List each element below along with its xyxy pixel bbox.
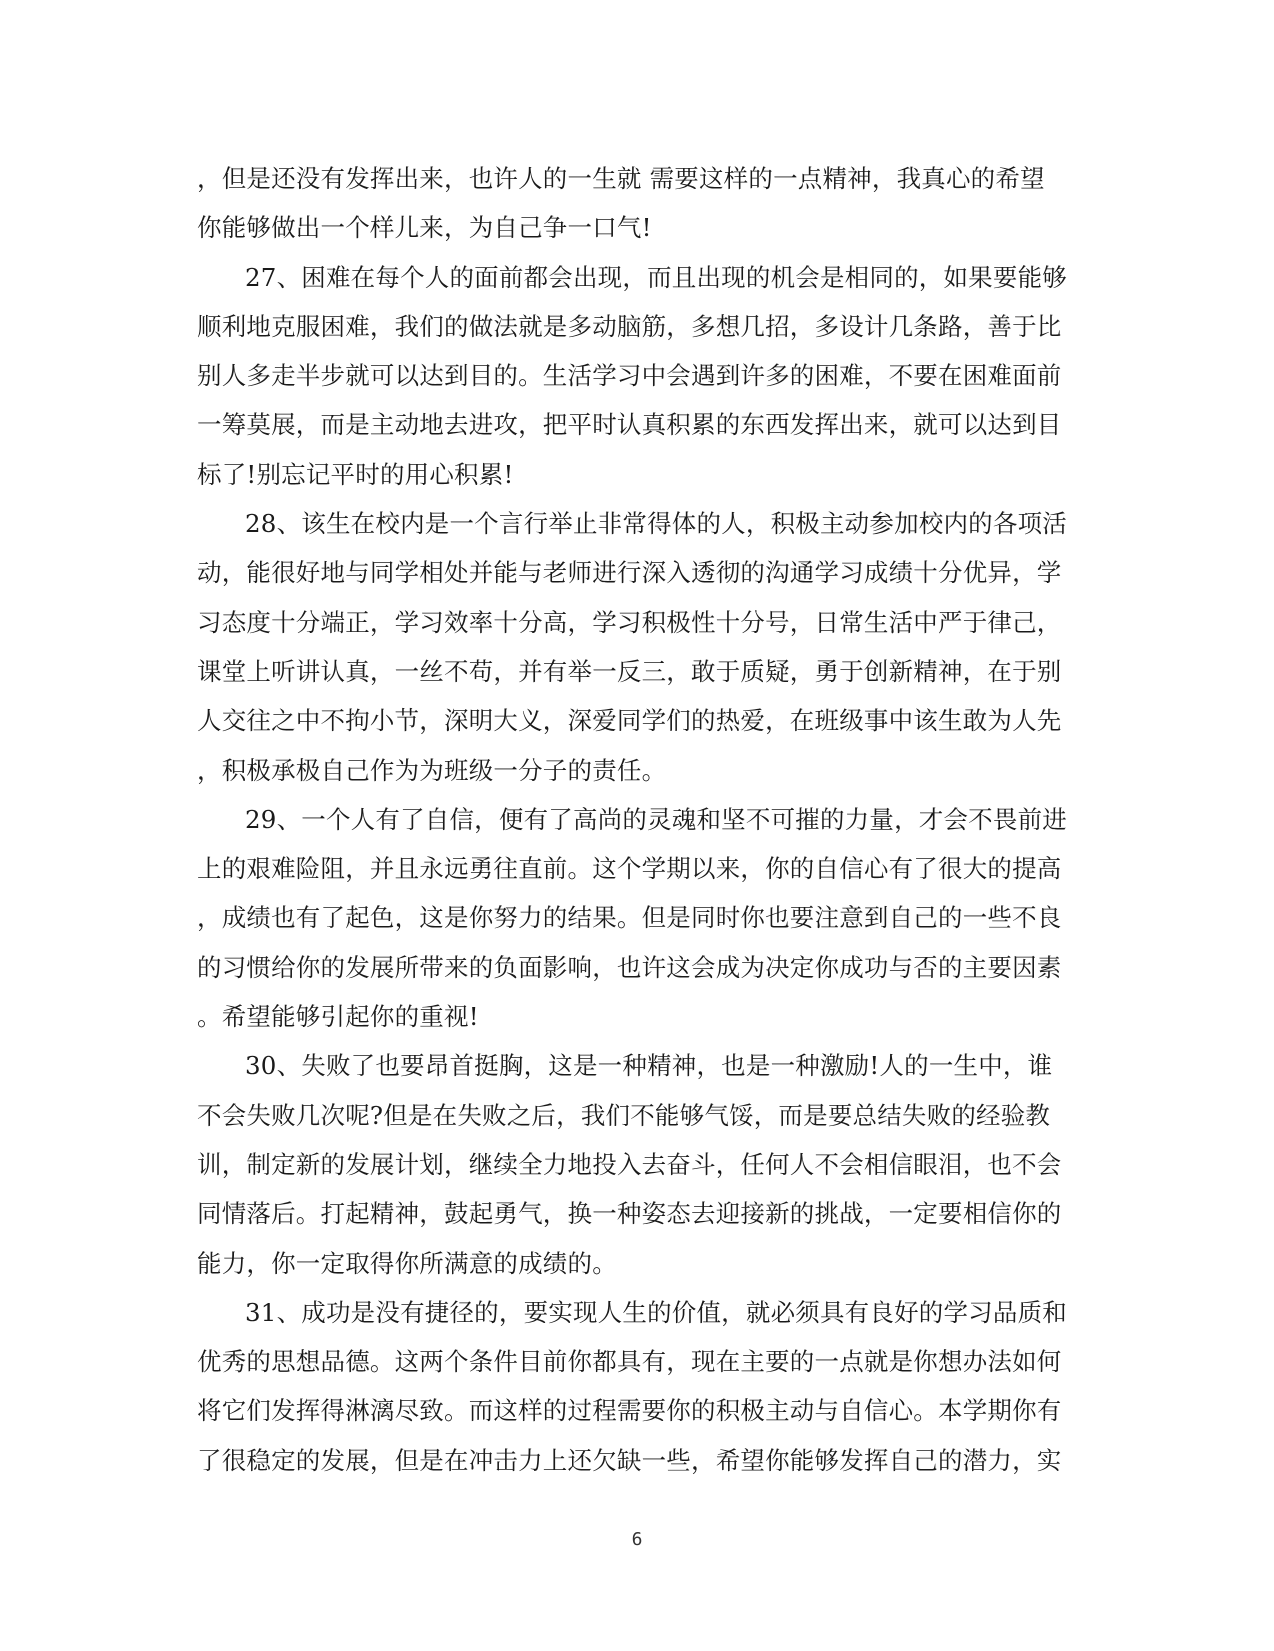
- text-line: 能力，你一定取得你所满意的成绩的。: [197, 1248, 617, 1278]
- text-line: 30、失败了也要昂首挺胸，这是一种精神，也是一种激励!人的一生中，谁: [245, 1051, 1053, 1081]
- text-line: 训，制定新的发展计划，继续全力地投入去奋斗，任何人不会相信眼泪，也不会: [197, 1149, 1062, 1179]
- text-line: 的习惯给你的发展所带来的负面影响，也许这会成为决定你成功与否的主要因素: [197, 952, 1062, 982]
- paragraph-continuation: [197, 154, 1077, 253]
- text-line: 顺利地克服困难，我们的做法就是多动脑筋，多想几招，多设计几条路，善于比: [197, 311, 1062, 341]
- text-line: 课堂上听讲认真，一丝不苟，并有举一反三，敢于质疑，勇于创新精神，在于别: [197, 656, 1062, 686]
- text-line: ，积极承极自己作为为班级一分子的责任。: [197, 755, 667, 785]
- text-line: 动，能很好地与同学相处并能与老师进行深入透彻的沟通学习成绩十分优异，学: [197, 558, 1062, 588]
- page-number: 6: [631, 1529, 643, 1550]
- text-line: 了很稳定的发展，但是在冲击力上还欠缺一些，希望你能够发挥自己的潜力，实: [197, 1445, 1062, 1475]
- text-line: 28、该生在校内是一个言行举止非常得体的人，积极主动参加校内的各项活: [245, 509, 1067, 539]
- text-line: 不会失败几次呢?但是在失败之后，我们不能够气馁，而是要总结失败的经验教: [197, 1100, 1051, 1130]
- text-line: 优秀的思想品德。这两个条件目前你都具有，现在主要的一点就是你想办法如何: [197, 1347, 1062, 1377]
- text-line: 27、困难在每个人的面前都会出现，而且出现的机会是相同的，如果要能够: [245, 262, 1067, 292]
- text-line: 你能够做出一个样儿来，为自己争一口气!: [197, 213, 652, 243]
- document-body: [197, 154, 1077, 1485]
- text-line: 31、成功是没有捷径的，要实现人生的价值，就必须具有良好的学习品质和: [245, 1297, 1067, 1327]
- text-line: 。希望能够引起你的重视!: [197, 1002, 479, 1032]
- text-line: 同情落后。打起精神，鼓起勇气，换一种姿态去迎接新的挑战，一定要相信你的: [197, 1199, 1062, 1229]
- text-line: 上的艰难险阻，并且永远勇往直前。这个学期以来，你的自信心有了很大的提高: [197, 854, 1062, 884]
- text-line: ，成绩也有了起色，这是你努力的结果。但是同时你也要注意到自己的一些不良: [197, 903, 1062, 933]
- text-line: 一筹莫展，而是主动地去进攻，把平时认真积累的东西发挥出来，就可以达到目: [197, 410, 1062, 440]
- paragraph-31: [197, 1288, 1077, 1485]
- paragraph-28: [197, 499, 1077, 795]
- text-line: 人交往之中不拘小节，深明大义，深爱同学们的热爱，在班级事中该生敢为人先: [197, 706, 1062, 736]
- paragraph-29: [197, 795, 1077, 1041]
- text-line: 别人多走半步就可以达到目的。生活学习中会遇到许多的困难，不要在困难面前: [197, 361, 1062, 391]
- paragraph-30: [197, 1041, 1077, 1287]
- paragraph-27: [197, 253, 1077, 499]
- text-line: 标了!别忘记平时的用心积累!: [197, 459, 514, 489]
- text-line: 习态度十分端正，学习效率十分高，学习积极性十分号，日常生活中严于律己，: [197, 607, 1062, 637]
- text-line: 将它们发挥得淋漓尽致。而这样的过程需要你的积极主动与自信心。本学期你有: [197, 1396, 1062, 1426]
- text-line: ，但是还没有发挥出来，也许人的一生就 需要这样的一点精神，我真心的希望: [197, 164, 1045, 193]
- text-line: 29、一个人有了自信，便有了高尚的灵魂和坚不可摧的力量，才会不畏前进: [245, 804, 1067, 834]
